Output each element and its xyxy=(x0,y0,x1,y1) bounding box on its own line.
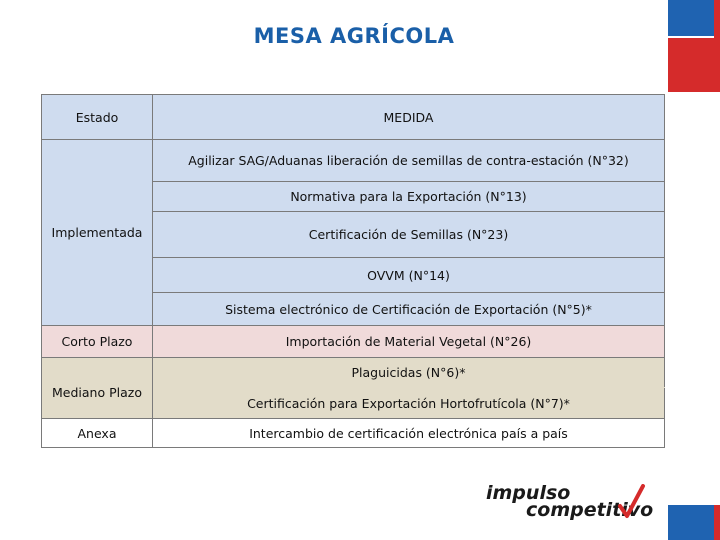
measure-cell: Normativa para la Exportación (N°13) xyxy=(153,182,665,212)
flag-stripe-blue-small xyxy=(668,0,714,6)
measure-cell: Certificación para Exportación Hortofrutícola (N°7)* xyxy=(153,388,665,419)
header-status: Estado xyxy=(42,95,153,140)
measures-table xyxy=(41,94,665,448)
table-row xyxy=(42,419,665,448)
flag-stripe-red-right xyxy=(714,0,720,92)
logo-line-1: impulso xyxy=(486,482,571,504)
status-implementada: Implementada xyxy=(42,140,153,326)
measure-cell: OVVM (N°14) xyxy=(153,258,665,293)
status-corto-plazo: Corto Plazo xyxy=(42,326,153,358)
header-measure: MEDIDA xyxy=(153,95,665,140)
impulso-competitivo-logo xyxy=(486,482,656,522)
status-mediano-plazo: Mediano Plazo xyxy=(42,358,153,419)
measure-cell: Plaguicidas (N°6)* xyxy=(153,358,665,388)
flag-stripe-red-bottom xyxy=(714,505,720,540)
flag-stripe-blue-bottom xyxy=(668,505,714,540)
page-title: MESA AGRÍCOLA xyxy=(253,24,455,48)
table-row xyxy=(42,140,665,182)
checkmark-icon xyxy=(616,484,646,520)
logo-line-2: competitivo xyxy=(526,499,654,521)
measure-cell: Certificación de Semillas (N°23) xyxy=(153,212,665,258)
table-header-row xyxy=(42,95,665,140)
measure-cell: Sistema electrónico de Certificación de Exportación (N°5)* xyxy=(153,293,665,326)
status-anexa: Anexa xyxy=(42,419,153,448)
measure-cell: Importación de Material Vegetal (N°26) xyxy=(153,326,665,358)
table-row xyxy=(42,326,665,358)
measure-cell: Agilizar SAG/Aduanas liberación de semillas de contra-estación (N°32) xyxy=(153,140,665,182)
table-row xyxy=(42,358,665,388)
measure-cell: Intercambio de certificación electrónica país a país xyxy=(153,419,665,448)
